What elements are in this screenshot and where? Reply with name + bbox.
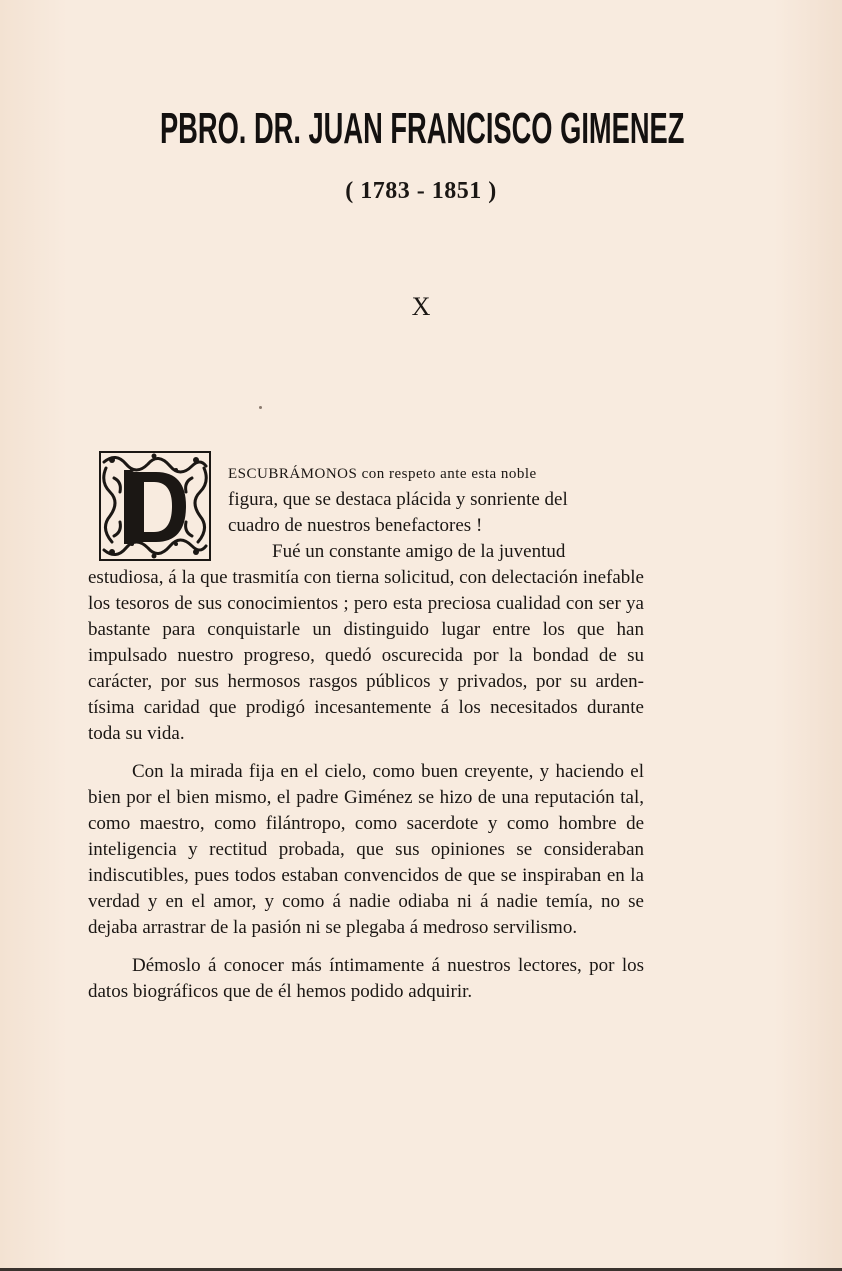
paragraph-4: Démoslo á conocer más íntimamente á nuestros lectores, por los datos biográficos que de él hemos podido adquirir. — [88, 955, 644, 1002]
paragraph-3: Con la mirada fija en el cielo, como buen creyente, y haciendo el bien por el bien mismo, el padre Giménez se hizo de una reputación tal, como maestro, como filántropo, como sacerdote y como hombre de inteligencia y rectitud probada, que sus opiniones se consideraban indiscutibles, pues todos estaban convencidos de que se inspiraban en la verdad y en el amor, y como á nadie odiaba ni á nadie temía, no se dejaba arrastrar de la pasión ni se plegaba á medroso servilismo. — [88, 761, 644, 938]
page-title: PBRO. DR. JUAN FRANCISCO GIMENEZ — [159, 104, 685, 153]
paragraph-2: estudiosa, á la que trasmitía con tierna solicitud, con delectación inefable los tesoros de sus conocimientos ; pero esta preciosa cualidad con ser ya bastante para conquistarle un distinguido lugar entre los que han impulsado nuestro progreso, quedó oscurecida por la bondad de su carácter, por sus hermosos rasgos públicos y privados, por su ardentísima caridad que prodigó incesantemente á los necesitados durante toda su vida. — [88, 567, 644, 744]
life-dates: ( 1783 - 1851 ) — [345, 178, 497, 204]
paragraph-1 — [88, 460, 644, 565]
p1-line-2: figura, que se destaca plácida y sonriente del — [228, 489, 568, 510]
chapter-numeral: X — [411, 292, 431, 321]
p1-line-3: cuadro de nuestros benefactores ! — [228, 515, 483, 536]
p1-line-1: ESCUBRÁMONOS con respeto ante esta noble — [228, 466, 537, 482]
ink-speck — [259, 406, 262, 409]
article-body — [88, 460, 644, 1005]
p2-line-1: Fué un constante amigo de la juventud — [272, 541, 566, 562]
